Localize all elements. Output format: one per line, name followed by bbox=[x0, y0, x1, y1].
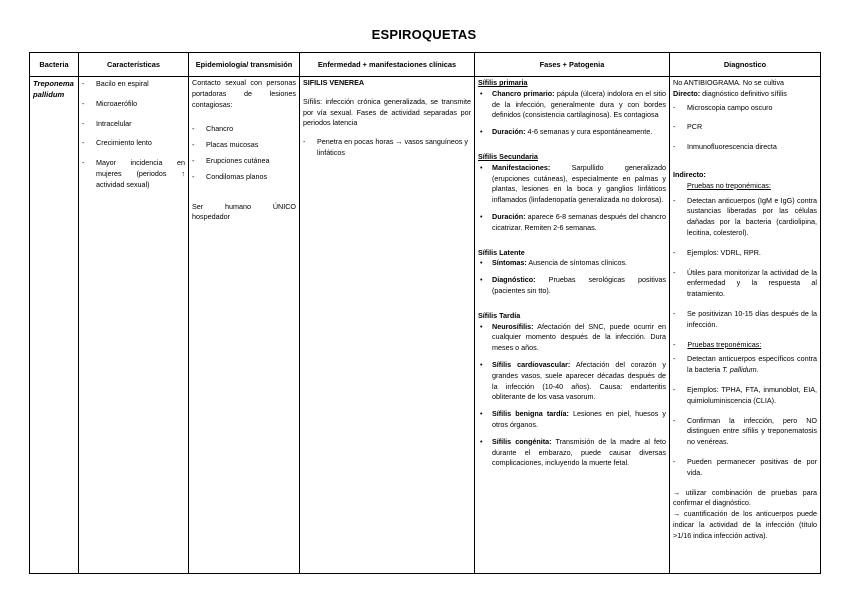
tardia-heading: Sífilis Tardía bbox=[478, 310, 521, 320]
trep-item1-text: Detectan anticuerpos específicos contra la bacteria bbox=[687, 354, 817, 375]
list-item: - Bacilo en espiral bbox=[82, 79, 185, 90]
header-enfermedad: Enfermedad + manifestaciones clínicas bbox=[300, 53, 475, 77]
diag-label: Diagnóstico: bbox=[492, 275, 536, 285]
list-item bbox=[478, 258, 666, 269]
list-item: - Ejemplos: VDRL, RPR. bbox=[673, 248, 817, 259]
duracion-text: 4-6 semanas y cura espontáneamente. bbox=[527, 127, 653, 137]
cardio-label: Sífilis cardiovascular: bbox=[492, 359, 571, 369]
chancro-text: pápula (úlcera) indolora en el sitio de la infección, generalmente dura y con bordes definidos (consistencia cartilaginosa). Es contagiosa bbox=[492, 88, 666, 120]
indirecto-label: Indirecto: bbox=[673, 169, 706, 179]
header-fases: Fases + Patogenia bbox=[475, 53, 670, 77]
congenita-label: Sífilis congénita: bbox=[492, 436, 552, 446]
manif-text: Sarpullido generalizado (erupciones cutáneas), especialmente en palmas y plantas, lesiones en la boca y ganglios linfáticos inflamados (linfadenopatía generalizada no dolorosa). bbox=[492, 162, 667, 205]
secundaria-heading: Sífilis Secundaria bbox=[478, 151, 538, 161]
duracion-label: Duración: bbox=[492, 127, 526, 137]
sintomas-label: Síntomas: bbox=[492, 258, 527, 268]
list-item: - Intracelular bbox=[82, 119, 185, 130]
list-item: - Microscopia campo oscuro bbox=[673, 103, 817, 114]
list-item bbox=[478, 409, 666, 431]
list-item bbox=[478, 127, 666, 138]
list-item: - Erupciones cutánea bbox=[192, 156, 296, 167]
benigna-label: Sífilis benigna tardía: bbox=[492, 409, 569, 419]
list-item: - Penetra en pocas horas → vasos sanguíneos y linfáticos bbox=[303, 137, 471, 159]
list-item bbox=[478, 212, 666, 234]
fases-cell bbox=[475, 77, 670, 574]
chancro-label: Chancro primario: bbox=[492, 88, 555, 98]
trep-item1-species: T. pallidum. bbox=[722, 365, 759, 375]
no-trep-heading: Pruebas no treponémicas: bbox=[687, 180, 771, 190]
duracion-text: aparece 6-8 semanas después del chancro cicatrizar. Remiten 2-6 semanas. bbox=[492, 211, 666, 232]
congenita-text: Transmisión de la madre al feto durante el embarazo, puede causar diversas complicaciones, incluyendo la muerte fetal. bbox=[492, 436, 667, 468]
directo-text: diagnóstico definitivo sífilis bbox=[702, 88, 787, 98]
duracion-label: Duración: bbox=[492, 211, 526, 221]
list-item: - Inmunofluorescencia directa bbox=[673, 142, 817, 153]
header-caracteristicas: Características bbox=[79, 53, 189, 77]
epidemiologia-cell bbox=[189, 77, 300, 574]
list-item: - Útiles para monitorizar la actividad de la enfermedad y la respuesta al tratamiento. bbox=[673, 268, 817, 300]
bacteria-cell bbox=[30, 77, 79, 574]
list-item: - Chancro bbox=[192, 124, 296, 135]
table-row bbox=[30, 77, 821, 574]
benigna-text: Lesiones en piel, huesos y otros órganos. bbox=[492, 409, 667, 429]
diagnostico-cell: No ANTIBIOGRAMA. No se cultiva Directo: diagnóstico definitivo sífilis - Microscopia campo oscuro - PCR - Inmunofluorescencia directa Indirecto: Pruebas no treponémicas: - Detectan anticuerpos (IgM e IgG) contra sustancias liberadas por las células dañadas por la bacteria (cardiolipina, lecitina, colesterol). - Ejemplos: VDRL, RPR. - Útiles para monitorizar la actividad de la enfermedad y la respuesta al tratamiento. - Se positivizan 10-15 días después de la infección. - Pruebas treponémicas: - Detectan anticuerpos específicos contra la bacteria T. pallidum. - Ejemplos: TPHA, FTA, inmunoblot, EIA, quimioluminiscencia (CLIA). - Confirman la infección, pero NO distinguen entre sífilis y treponematosis no venéreas. - Pueden permanecer positivas de por vida. → utilizar combinación de pruebas para confirmar el diagnóstico. → cuantificación de los anticuerpos puede indicar la actividad de la infección (título >1/16 indica infección activa). bbox=[670, 77, 821, 574]
directo-label: Directo: bbox=[673, 88, 701, 98]
primaria-heading: Sífilis primaria bbox=[478, 78, 528, 87]
manif-label: Manifestaciones: bbox=[492, 162, 551, 172]
espiroquetas-table bbox=[29, 52, 821, 574]
list-item bbox=[478, 89, 666, 121]
list-item: - Confirman la infección, pero NO distinguen entre sífilis y treponematosis no venéreas. bbox=[673, 416, 817, 448]
list-item bbox=[478, 275, 666, 297]
enfermedad-text: Sífilis: infección crónica generalizada, se transmite por vía sexual. Fases de actividad separadas por periodos latencia bbox=[303, 96, 471, 128]
list-item bbox=[673, 354, 817, 376]
list-item: - Crecimiento lento bbox=[82, 138, 185, 149]
header-bacteria: Bacteria bbox=[30, 53, 79, 77]
neuro-label: Neurosífilis: bbox=[492, 321, 534, 331]
list-item: - PCR bbox=[673, 122, 817, 133]
list-item bbox=[478, 437, 666, 469]
enfermedad-cell bbox=[300, 77, 475, 574]
list-item: - Placas mucosas bbox=[192, 140, 296, 151]
list-item: - Se positivizan 10-15 días después de la infección. bbox=[673, 309, 817, 331]
list-item: - Pueden permanecer positivas de por vida. bbox=[673, 457, 817, 479]
diag-line1: No ANTIBIOGRAMA. No se cultiva bbox=[673, 78, 785, 87]
list-item bbox=[478, 360, 666, 403]
sintomas-text: Ausencia de síntomas clínicos. bbox=[528, 258, 628, 268]
list-item: - Condilomas planos bbox=[192, 172, 296, 183]
diag-note2: → cuantificación de los anticuerpos puede indicar la actividad de la infección (título >1/16 indica infección activa). bbox=[673, 509, 817, 540]
list-item bbox=[478, 322, 666, 354]
header-epidemiologia: Epidemiología/ transmisión bbox=[189, 53, 300, 77]
caracteristicas-cell bbox=[79, 77, 189, 574]
bacteria-name: Treponema pallidum bbox=[33, 79, 74, 100]
cardio-text: Afectación del corazón y grandes vasos, suele aparecer décadas después de la infección (10-40 años). Causa: endarteritis obliterante de los vasa vasorum. bbox=[492, 359, 666, 402]
epidemiologia-intro: Contacto sexual con personas portadoras de lesiones contagiosas: bbox=[192, 78, 296, 109]
list-item: - Microaerófilo bbox=[82, 99, 185, 110]
header-row bbox=[30, 53, 821, 77]
page-title: ESPIROQUETAS bbox=[371, 27, 477, 42]
latente-heading: Sífilis Latente bbox=[478, 247, 525, 257]
diag-text: Pruebas serológicas positivas (pacientes sin tto). bbox=[492, 275, 666, 295]
list-item bbox=[478, 163, 666, 206]
diag-note1: → utilizar combinación de pruebas para confirmar el diagnóstico. bbox=[673, 487, 817, 508]
list-item: - Mayor incidencia en mujeres (periodos ↑ actividad sexual) bbox=[82, 158, 185, 190]
trep-heading: Pruebas treponémicas: bbox=[687, 339, 762, 349]
list-item: - Detectan anticuerpos (IgM e IgG) contra sustancias liberadas por las células dañadas por la bacteria (cardiolipina, lecitina, colesterol). bbox=[673, 196, 817, 239]
enfermedad-heading: SIFILIS VENEREA bbox=[303, 78, 365, 87]
neuro-text: Afectación del SNC, puede ocurrir en cualquier momento después de la infección. Dura meses o años. bbox=[492, 321, 666, 353]
list-item: - Ejemplos: TPHA, FTA, inmunoblot, EIA, quimioluminiscencia (CLIA). bbox=[673, 385, 817, 407]
header-diagnostico: Diagnostico bbox=[670, 53, 821, 77]
epidemiologia-host: Ser humano ÚNICO hospedador bbox=[192, 201, 296, 222]
